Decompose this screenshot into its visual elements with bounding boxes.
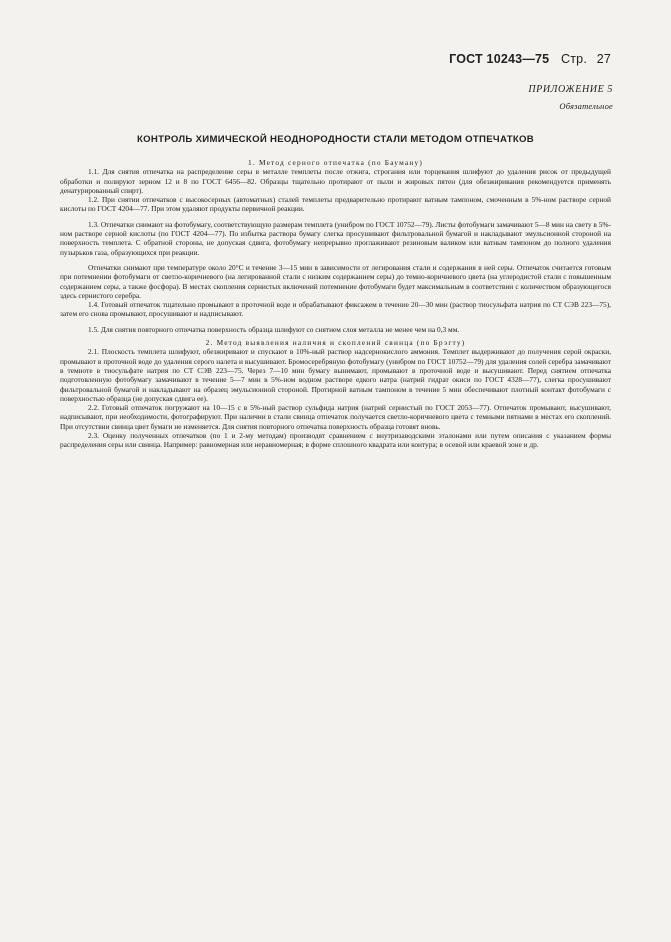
paragraph-1-3-continued: Отпечатки снимают при температуре около 20°С и течение 3—15 мин в зависимости от легирования стали и содержания в ней серы. Отпечаток считается готовым при потемнении фотобумаги от светло-коричневого (на легированной стали с низким содержанием серы) до темно-коричневого цвета (на углеродистой стали с повышенным содержанием серы, а также фосфора). В местах скопления сернистых включений потемнение фотобумаги будет максимальным в соответствии с количеством образующегося здесь сернистого серебра. (60, 262, 611, 300)
document-body (60, 158, 611, 450)
paragraph-1-3: 1.3. Отпечатки снимают на фотобумагу, соответствующую размерам темплета (унибром по ГОСТ 10752—79). Листы фотобумаги замачивают 5—8 мин на свету в 5%-ном растворе серной кислоты (по ГОСТ 4204—77). По избытка раствора бумагу слегка просушивают фильтровальной бумагой и накладывают эмульсионной стороной на поверхность темплета. С обратной стороны, не допуская сдвига, фотобумагу непрерывно проглаживают резиновым валиком или ватным тампоном до полного удаления пузырьков газа, образующихся при реакции. (60, 219, 611, 257)
paragraph-2-1: 2.1. Плоскость темплета шлифуют, обезжиривают и спускают в 10%-ный раствор надсернокислого аммония. Темплет выдерживают до получения серой окраски, промывают в проточной воде до удаления серого налета и высушивают. Бромосеребряную фотобумагу (унибром по ГОСТ 10752—79) для удаления солей серебра замачивают в темноте в тиосульфате натрия по СТ СЭВ 223—75. Через 7—10 мин бумагу вынимают, промывают в проточной воде и высушивают. Перед снятием отпечатка подготовленную фотобумагу замачивают в течение 5—7 мин в 5%-ном водном растворе едкого натра (натрий гидрат окиси по ГОСТ 4328—77), слегка просушивают фильтровальной бумагой и накладывают на образец эмульсионной стороной. Протирной ватным тампоном в течение 5 мин обеспечивают плотный контакт фотобумаги с поверхностью образца (не допуская сдвига ее). (60, 347, 611, 403)
standard-number: ГОСТ 10243—75 (449, 52, 550, 66)
paragraph-1-5: 1.5. Для снятия повторного отпечатка поверхность образца шлифуют со снятием слоя металла не менее чем на 0,3 мм. (88, 324, 460, 334)
appendix-title: ПРИЛОЖЕНИЕ 5 (528, 84, 613, 95)
page-label: Стр. (561, 52, 587, 66)
paragraph-2-2: 2.2. Готовый отпечаток погружают на 10—15 с в 5%-ный раствор сульфида натрия (натрий сернистый по ГОСТ 2053—77). Отпечаток промывают, высушивают, надписывают, при необходимости, фотографируют. При наличии в стали свинца отпечаток получается светло-коричневого цвета с темными пятнами в местах его скоплений. При отсутствии свинца цвет бумаги не изменяется. Для снятия повторного отпечатка поверхность образца готовят вновь. (60, 403, 611, 431)
section-2-heading: 2. Метод выявления наличия и скоплений свинца (по Брэгту) (205, 338, 466, 348)
appendix-subtitle: Обязательное (559, 101, 613, 111)
page-number: 27 (596, 52, 611, 66)
section-1-heading: 1. Метод серного отпечатка (по Бауману) (248, 158, 423, 167)
paragraph-2-3: 2.3. Оценку полученных отпечатков (по 1 и 2-му методам) производят сравнением с внутризаводскими эталонами или путем описания с указанием формы распределения серы или свинца. Например: равномерная или неравномерная; в форме сплошного квадрата или контура; в осевой или краевой зоне и др. (60, 431, 611, 450)
document-title: КОНТРОЛЬ ХИМИЧЕСКОЙ НЕОДНОРОДНОСТИ СТАЛИ МЕТОДОМ ОТПЕЧАТКОВ (136, 134, 535, 145)
paragraph-1-1: 1.1. Для снятия отпечатка на распределение серы в металле темплеты после отжига, строгания или торцевания шлифуют до удаления рисок от предыдущей обработки и полируют зерном 12 и 8 по ГОСТ 6456—82. Образцы тщательно протирают от пыли и жировых пятен (для обезжиривания рекомендуется применять денатурированный спирт). (60, 167, 611, 195)
appendix-label (528, 82, 613, 114)
paragraph-1-4: 1.4. Готовый отпечаток тщательно промывают в проточной воде и обрабатывают фиксажем в течение 20—30 мин (раствор тиосульфата натрия по СТ СЭВ 223—75), затем его снова промывают, просушивают и надписывают. (60, 300, 611, 319)
paragraph-1-2: 1.2. При снятии отпечатков с высокосерных (автоматных) сталей темплеты предварительно протирают ватным тампоном, смоченным в 5%-ном растворе серной кислоты по ГОСТ 4204—77. При этом удаляют продукты первичной реакции. (60, 195, 611, 214)
page-header (449, 52, 611, 66)
